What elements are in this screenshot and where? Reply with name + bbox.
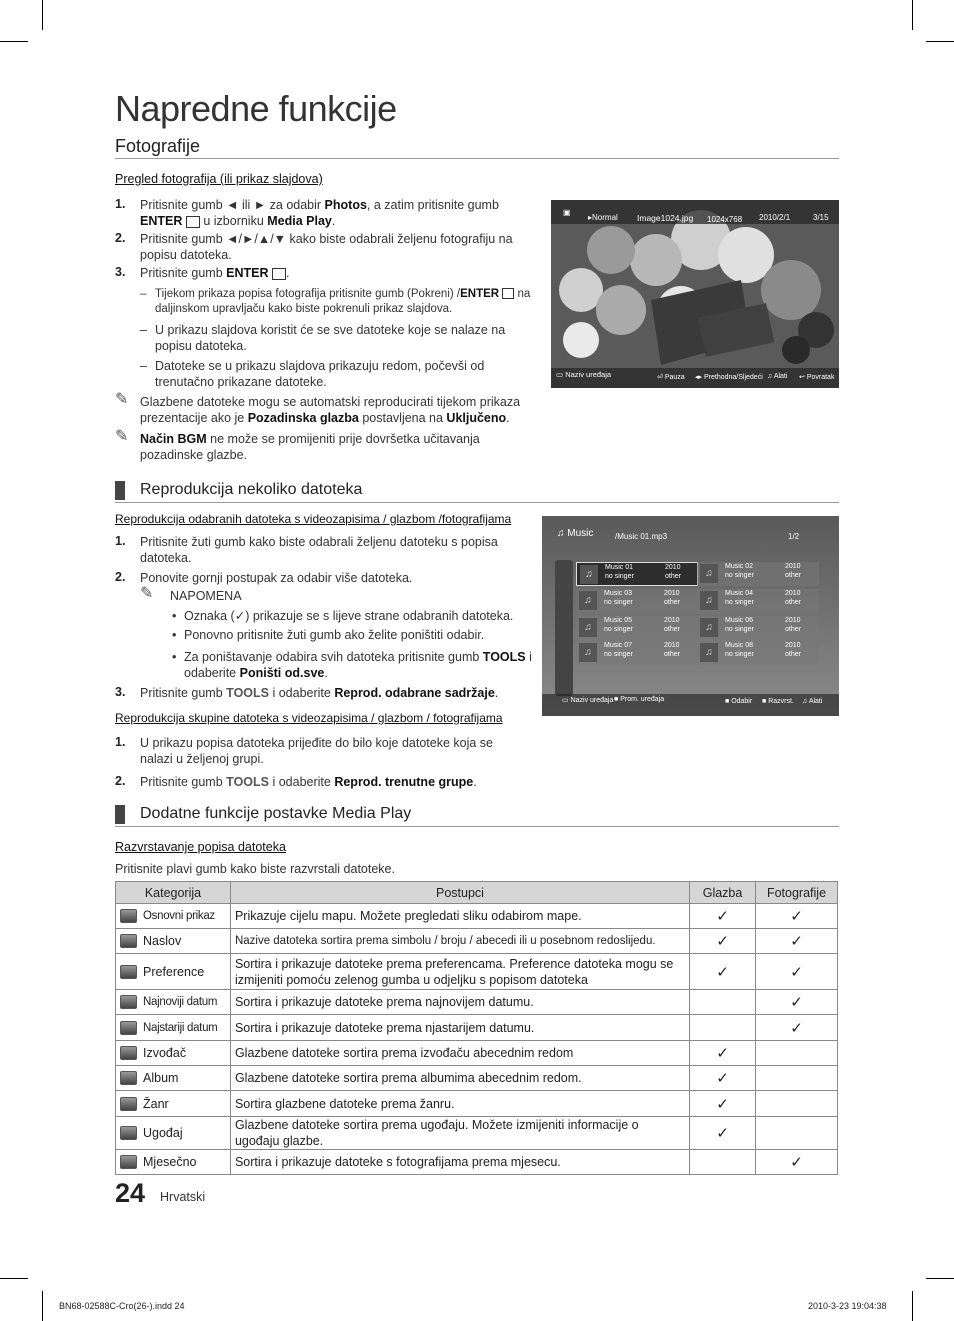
table-row <box>116 1066 838 1091</box>
music-check-cell <box>690 990 756 1015</box>
description-cell: Sortira i prikazuje datoteke prema njastarijem datumu. <box>230 1015 689 1041</box>
step-text: Pritisnite gumb ◄ ili ► za odabir Photos, a zatim pritisnite gumb ENTER u izborniku Media Play. <box>140 198 499 228</box>
column-header: Glazba <box>690 882 756 904</box>
select-button[interactable]: ■ Odabir <box>725 698 753 705</box>
description-cell: Glazbene datoteke sortira prema ugođaju. Možete izmijeniti informacije o ugođaju glazbe. <box>230 1117 689 1150</box>
category-cell <box>116 1150 231 1175</box>
music-name: Music 06 <box>725 617 754 624</box>
note-pencil-icon: ✎ <box>115 428 129 445</box>
device-icon: ▭ <box>562 697 569 704</box>
music-item[interactable] <box>576 562 698 586</box>
photo-check-cell: ✓ <box>756 1150 838 1175</box>
music-screenshot <box>542 516 839 716</box>
sort-table <box>115 881 838 1175</box>
music-item[interactable] <box>697 562 819 586</box>
step-number: 2. <box>115 570 126 584</box>
resolution: 1024x768 <box>707 215 743 224</box>
genre-icon <box>120 1097 137 1111</box>
table-row <box>116 1015 838 1041</box>
category-label: Najstariji datum <box>143 1021 218 1034</box>
music-note-icon: ♫ <box>580 565 598 584</box>
note-item: ✎ Glazbene datoteke mogu se automatski reproducirati tijekom prikaza prezentacije ako je Pozadinska glazba postavljena na Uključeno. <box>115 391 521 425</box>
music-genre: other <box>665 573 681 580</box>
category-label: Osnovni prikaz <box>143 910 215 922</box>
category-cell <box>116 990 231 1015</box>
music-name: Music 04 <box>725 590 754 597</box>
enter-icon <box>186 216 200 228</box>
note-label: ✎ NAPOMENA <box>140 585 242 603</box>
step-text: Pritisnite gumb ◄/►/▲/▼ kako biste odabrali željenu fotografiju na popisu datoteka. <box>140 232 513 262</box>
album-icon <box>120 1071 137 1085</box>
enter-icon <box>502 288 514 299</box>
return-icon: ↩ <box>799 374 805 381</box>
category-label: Naslov <box>143 934 182 948</box>
music-name: Music 01 <box>605 564 634 571</box>
music-check-cell: ✓ <box>690 1091 756 1117</box>
play-mode: ▸Normal <box>588 213 618 222</box>
crop-mark <box>912 0 913 30</box>
tools-icon: ♫ <box>767 373 773 380</box>
description-cell: Prikazuje cijelu mapu. Možete pregledati sliku odabirom mape. <box>230 904 689 929</box>
section-header-text: Reprodukcija nekoliko datoteka <box>140 481 363 498</box>
music-year: 2010 <box>785 642 801 649</box>
note-pencil-icon: ✎ <box>115 391 129 408</box>
column-header: Fotografije <box>756 882 838 904</box>
table-row <box>116 1117 838 1150</box>
music-genre: other <box>785 572 801 579</box>
music-year: 2010 <box>785 563 801 570</box>
category-label: Album <box>143 1071 179 1085</box>
step-text: Pritisnite žuti gumb kako biste odabrali željenu datoteku s popisa datoteka. <box>140 535 498 565</box>
photo-check-cell <box>756 1066 838 1091</box>
music-artist: no singer <box>725 626 754 633</box>
music-genre: other <box>664 626 680 633</box>
category-cell <box>116 904 231 929</box>
section-title: Fotografije <box>115 136 201 156</box>
music-genre: other <box>785 626 801 633</box>
step-number: 1. <box>115 197 126 211</box>
subsection-heading: Pregled fotografija (ili prikaz slajdova) <box>115 172 323 186</box>
music-name: Music 02 <box>725 563 754 570</box>
step-text: Pritisnite gumb TOOLS i odaberite Reprod. trenutne grupe. <box>140 775 477 789</box>
bullet-item: – Datoteke se u prikazu slajdova prikazuju redom, počevši od trenutačno prikazane datoteke. <box>140 359 485 389</box>
column-header: Postupci <box>230 882 689 904</box>
music-icon: ♫ <box>557 528 565 539</box>
music-item[interactable] <box>576 641 698 665</box>
description-cell: Nazive datoteka sortira prema simbolu / broju / abecedi ili u posebnom redoslijedu. <box>230 929 689 954</box>
category-cell <box>116 1041 231 1066</box>
music-name: Music 05 <box>604 617 633 624</box>
music-genre: other <box>785 651 801 658</box>
device-label: ▭ Naziv uređaja <box>562 697 614 704</box>
note-bullet: • Za poništavanje odabira svih datoteka pritisnite gumb TOOLS i odaberite Poništi od.sve. <box>172 650 532 680</box>
photo-check-cell: ✓ <box>756 929 838 954</box>
section-marker <box>115 481 125 500</box>
bullet-item: – U prikazu slajdova koristit će se sve datoteke koje se nalaze na popisu datoteka. <box>140 323 506 353</box>
category-cell <box>116 1015 231 1041</box>
music-item[interactable] <box>697 641 819 665</box>
fruit-photo <box>551 200 839 388</box>
step-text: Pritisnite gumb TOOLS i odaberite Reprod. odabrane sadržaje. <box>140 686 499 700</box>
photo-icon: ▣ <box>563 208 571 217</box>
page-title: Napredne funkcije <box>115 88 397 129</box>
music-year: 2010 <box>785 617 801 624</box>
photo-date: 2010/2/1 <box>759 213 791 222</box>
description-cell: Sortira glazbene datoteke prema žanru. <box>230 1091 689 1117</box>
music-artist: no singer <box>604 651 633 658</box>
music-name: Music 03 <box>604 590 633 597</box>
column-header: Kategorija <box>116 882 231 904</box>
title-icon <box>120 934 137 948</box>
photo-check-cell <box>756 1041 838 1066</box>
page-language: Hrvatski <box>160 1190 206 1204</box>
music-genre: other <box>664 651 680 658</box>
music-artist: no singer <box>725 651 754 658</box>
music-check-cell: ✓ <box>690 929 756 954</box>
description-cell: Sortira i prikazuje datoteke prema najnovijem datumu. <box>230 990 689 1015</box>
music-note-icon: ♫ <box>700 643 718 662</box>
music-artist: no singer <box>605 573 634 580</box>
note-item: ✎ Način BGM ne može se promijeniti prije dovršetka učitavanja pozadinske glazbe. <box>115 428 480 462</box>
section-marker <box>115 805 125 824</box>
file-info: BN68-02588C-Cro(26-).indd 24 <box>59 1301 185 1311</box>
music-note-icon: ♫ <box>579 591 597 610</box>
page-number: 24 <box>115 1178 146 1208</box>
crop-mark <box>0 41 28 42</box>
music-name: Music 07 <box>604 642 633 649</box>
category-label: Izvođač <box>143 1046 187 1060</box>
category-label: Žanr <box>143 1096 169 1111</box>
music-year: 2010 <box>785 590 801 597</box>
description-cell: Sortira i prikazuje datoteke s fotografijama prema mjesecu. <box>230 1150 689 1175</box>
table-row <box>116 929 838 954</box>
description-cell: Sortira i prikazuje datoteke prema preferencama. Preference datoteka mogu se izmijeniti pomoću zelenog gumba u odjeljku s popisom datoteka <box>230 954 689 990</box>
a-button-icon: ■ <box>614 696 619 703</box>
step-number: 1. <box>115 735 126 749</box>
folder-icon <box>120 909 137 923</box>
table-row <box>116 1041 838 1066</box>
crop-mark <box>0 1278 28 1279</box>
step-text: U prikazu popisa datoteka prijeđite do bilo koje datoteke koja se nalazi u željenoj grupi. <box>140 736 493 766</box>
table-header-row <box>116 882 838 904</box>
mood-icon <box>120 1126 137 1140</box>
music-year: 2010 <box>665 564 681 571</box>
return-button[interactable]: ↩ Povratak <box>799 374 835 381</box>
device-icon: ▭ <box>556 370 564 379</box>
music-note-icon: ♫ <box>579 618 597 637</box>
music-artist: no singer <box>725 572 754 579</box>
music-check-cell <box>690 1150 756 1175</box>
tools-icon: ♫ <box>802 698 808 705</box>
tools-button[interactable]: ♫ Alati <box>802 698 823 705</box>
music-genre: other <box>785 599 801 606</box>
category-label: Preference <box>143 964 205 979</box>
category-cell <box>116 1066 231 1091</box>
step-number: 1. <box>115 534 126 548</box>
music-name: Music 08 <box>725 642 754 649</box>
music-check-cell: ✓ <box>690 904 756 929</box>
arrows-icon: ◂▸ <box>695 374 703 381</box>
music-note-icon: ♫ <box>700 591 718 610</box>
note-bullet: • Ponovno pritisnite žuti gumb ako želite poništiti odabir. <box>172 628 485 642</box>
star-icon <box>120 965 137 979</box>
calendar-icon <box>120 1021 137 1035</box>
subsection-heading: Reprodukcija odabranih datoteka s videozapisima / glazbom /fotografijama <box>115 512 512 526</box>
table-row <box>116 954 838 990</box>
step-number: 2. <box>115 231 126 245</box>
photo-check-cell <box>756 1117 838 1150</box>
description-cell: Glazbene datoteke sortira prema izvođaču abecednim redom <box>230 1041 689 1066</box>
music-check-cell <box>690 1015 756 1041</box>
music-note-icon: ♫ <box>700 564 718 583</box>
music-note-icon: ♫ <box>700 618 718 637</box>
category-cell <box>116 954 231 990</box>
music-genre: other <box>664 599 680 606</box>
category-cell <box>116 929 231 954</box>
crop-mark <box>912 1291 913 1321</box>
music-item[interactable] <box>697 589 819 613</box>
table-row <box>116 1091 838 1117</box>
music-item[interactable] <box>576 589 698 613</box>
category-label: Mjesečno <box>143 1155 197 1169</box>
intro-text: Pritisnite plavi gumb kako biste razvrstali datoteke. <box>115 862 395 876</box>
note-pencil-icon: ✎ <box>140 585 154 602</box>
music-check-cell: ✓ <box>690 954 756 990</box>
music-artist: no singer <box>604 599 633 606</box>
category-sidebar[interactable] <box>555 560 573 696</box>
crop-mark <box>42 0 43 30</box>
music-check-cell: ✓ <box>690 1066 756 1091</box>
music-item[interactable] <box>697 616 819 640</box>
prev-next-button[interactable]: ◂▸ Prethodna/Sljedeći <box>695 374 763 381</box>
step-number: 2. <box>115 774 126 788</box>
section-header <box>115 803 839 827</box>
music-item[interactable] <box>576 616 698 640</box>
file-name: Image1024.jpg <box>637 213 694 223</box>
category-cell <box>116 1091 231 1117</box>
music-year: 2010 <box>664 590 680 597</box>
photo-check-cell: ✓ <box>756 990 838 1015</box>
c-button-icon: ■ <box>725 698 730 705</box>
section-header-text: Dodatne funkcije postavke Media Play <box>140 805 412 822</box>
photo-check-cell: ✓ <box>756 904 838 929</box>
subsection-heading: Razvrstavanje popisa datoteka <box>115 840 286 854</box>
table-row <box>116 904 838 929</box>
music-title: ♫ Music <box>557 528 594 539</box>
pause-button[interactable]: ⏎ Pauza <box>657 374 685 381</box>
step-number: 3. <box>115 685 126 699</box>
enter-icon <box>272 268 286 280</box>
music-check-cell: ✓ <box>690 1117 756 1150</box>
photo-check-cell: ✓ <box>756 1015 838 1041</box>
category-label: Ugođaj <box>143 1126 183 1140</box>
note-bullet: • Oznaka (✓) prikazuje se s lijeve strane odabranih datoteka. <box>172 609 514 623</box>
timestamp: 2010-3-23 19:04:38 <box>808 1301 887 1311</box>
crop-mark <box>926 41 954 42</box>
enter-icon: ⏎ <box>657 374 663 381</box>
music-year: 2010 <box>664 617 680 624</box>
tools-button[interactable]: ♫ Alati <box>767 373 788 380</box>
table-row <box>116 990 838 1015</box>
sort-button[interactable]: ■ Razvrst. <box>762 698 794 705</box>
d-button-icon: ■ <box>762 698 767 705</box>
music-year: 2010 <box>664 642 680 649</box>
change-device-button[interactable]: ■ Prom. uređaja <box>614 696 665 703</box>
music-check-cell: ✓ <box>690 1041 756 1066</box>
music-note-icon: ♫ <box>579 643 597 662</box>
bullet-item: – Tijekom prikaza popisa fotografija pritisnite gumb (Pokreni) /ENTER na daljinskom upravljaču kako biste pokrenuli prikaz slajdova. <box>140 288 531 315</box>
step-number: 3. <box>115 265 126 279</box>
category-cell <box>116 1117 231 1150</box>
photo-count: 3/15 <box>813 213 829 222</box>
step-text: Pritisnite gumb ENTER . <box>140 266 290 280</box>
section-divider <box>115 158 839 159</box>
table-row <box>116 1150 838 1175</box>
music-path: /Music 01.mp3 <box>615 532 668 541</box>
photo-check-cell <box>756 1091 838 1117</box>
photo-check-cell: ✓ <box>756 954 838 990</box>
music-artist: no singer <box>725 599 754 606</box>
step-text: Ponovite gornji postupak za odabir više datoteka. <box>140 571 413 585</box>
artist-icon <box>120 1046 137 1060</box>
description-cell: Glazbene datoteke sortira prema albumima abecednim redom. <box>230 1066 689 1091</box>
device-label: ▭ Naziv uređaja <box>556 370 612 379</box>
calendar-icon <box>120 995 137 1009</box>
subsection-heading: Reprodukcija skupine datoteka s videozapisima / glazbom / fotografijama <box>115 711 503 725</box>
calendar-icon <box>120 1155 137 1169</box>
crop-mark <box>926 1278 954 1279</box>
crop-mark <box>42 1291 43 1321</box>
section-header <box>115 479 839 503</box>
music-page: 1/2 <box>788 532 800 541</box>
slideshow-screenshot <box>551 200 839 388</box>
music-artist: no singer <box>604 626 633 633</box>
category-label: Najnoviji datum <box>143 996 218 1008</box>
